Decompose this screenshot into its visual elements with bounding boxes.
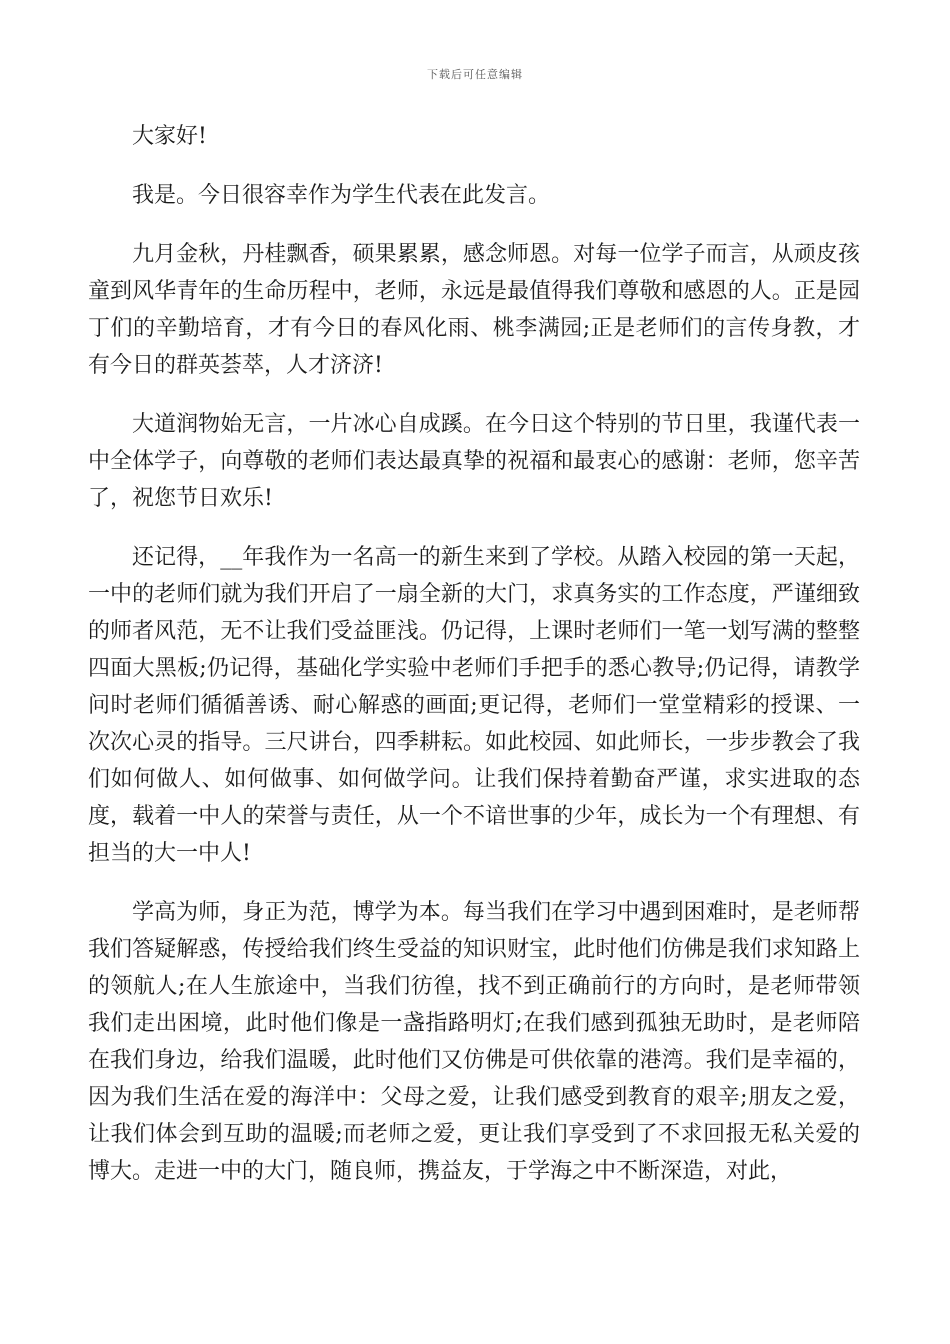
paragraph-introduction: 我是。今日很容幸作为学生代表在此发言。 (132, 183, 551, 208)
paragraph-teachers-role: 学高为师，身正为范，博学为本。每当我们在学习中遇到困难时，是老师帮我们答疑解惑，传授给我们终生受益的知识财宝，此时他们仿佛是我们求知路上的领航人;在人生旅途中，当我们彷徨，找不到正确前行的方向时，是老师带领我们走出困境，此时他们像是一盏指路明灯;在我们感到孤独无助时，是老师陪在我们身边，给我们温暖，此时他们又仿佛是可供依靠的港湾。我们是幸福的，因为我们生活在爱的海洋中：父母之爱，让我们感受到教育的艰辛;朋友之爱，让我们体会到互助的温暖;而老师之爱，更让我们享受到了不求回报无私关爱的博大。走进一中的大门，随良师，携益友，于学海之中不断深造，对此， (88, 900, 860, 1184)
paragraph-greeting: 大家好! (132, 124, 207, 149)
download-note: 下载后可任意编辑 (427, 68, 523, 81)
document-body (88, 118, 860, 1212)
paragraph-gratitude: 九月金秋，丹桂飘香，硕果累累，感念师恩。对每一位学子而言，从顽皮孩童到风华青年的生命历程中，老师，永远是最值得我们尊敬和感恩的人。正是园丁们的辛勤培育，才有今日的春风化雨、桃李满园;正是老师们的言传身教，才有今日的群英荟萃，人才济济! (88, 242, 860, 378)
paragraph-memories: 还记得，__年我作为一名高一的新生来到了学校。从踏入校园的第一天起，一中的老师们就为我们开启了一扇全新的大门，求真务实的工作态度，严谨细致的师者风范，无不让我们受益匪浅。仍记得，上课时老师们一笔一划写满的整整四面大黑板;仍记得，基础化学实验中老师们手把手的悉心教导;仍记得，请教学问时老师们循循善诱、耐心解惑的画面;更记得，老师们一堂堂精彩的授课、一次次心灵的指导。三尺讲台，四季耕耘。如此校园、如此师长，一步步教会了我们如何做人、如何做事、如何做学问。让我们保持着勤奋严谨，求实进取的态度，载着一中人的荣誉与责任，从一个不谙世事的少年，成长为一个有理想、有担当的大一中人! (88, 545, 860, 866)
paragraph-blessing: 大道润物始无言，一片冰心自成蹊。在今日这个特别的节日里，我谨代表一中全体学子，向尊敬的老师们表达最真挚的祝福和最衷心的感谢：老师，您辛苦了，祝您节日欢乐! (88, 412, 860, 511)
